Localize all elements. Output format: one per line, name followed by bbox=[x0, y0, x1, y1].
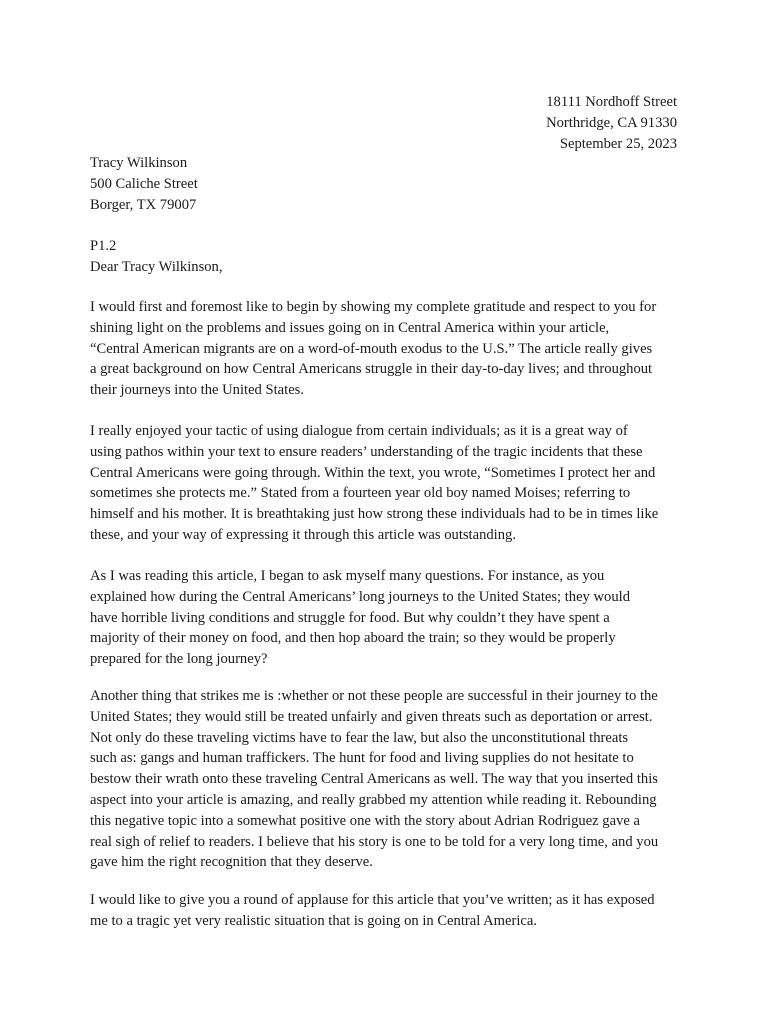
paragraph-line: aspect into your article is amazing, and really grabbed my attention while reading it. Rebounding bbox=[90, 791, 657, 808]
paragraph-line: me to a tragic yet very realistic situation that is going on in Central America. bbox=[90, 912, 538, 929]
paragraph-line: Another thing that strikes me is :whether or not these people are successful in their journey to the bbox=[90, 688, 658, 704]
body-paragraph-5 bbox=[90, 890, 690, 932]
paragraph-line: bestow their wrath onto these traveling Central Americans as well. The way that you inserted this bbox=[90, 771, 658, 788]
salutation: Dear Tracy Wilkinson, bbox=[90, 259, 223, 275]
paragraph-line: himself and his mother. It is breathtaking just how strong these individuals had to be in times like bbox=[90, 506, 659, 523]
paragraph-line: these, and your way of expressing it through this article was outstanding. bbox=[90, 526, 516, 543]
paragraph-line: such as: gangs and human traffickers. The hunt for food and living supplies do not hesitate to bbox=[90, 750, 634, 767]
paragraph-line: using pathos within your text to ensure readers’ understanding of the tragic incidents that these bbox=[90, 443, 643, 460]
sender-city-state-zip: Northridge, CA 91330 bbox=[546, 114, 677, 131]
body-paragraph-3 bbox=[90, 566, 690, 670]
sender-address-block bbox=[546, 92, 677, 154]
paragraph-line: real sigh of relief to readers. I believe that his story is one to be told for a very long time, and you bbox=[90, 833, 659, 850]
body-paragraph-1 bbox=[90, 297, 690, 401]
paragraph-line: I would like to give you a round of applause for this article that you’ve written; as it has exposed bbox=[90, 892, 655, 908]
recipient-street: 500 Caliche Street bbox=[90, 175, 198, 192]
paragraph-line: gave him the right recognition that they deserve. bbox=[90, 854, 373, 871]
paragraph-line: their journeys into the United States. bbox=[90, 382, 305, 399]
body-paragraph-2 bbox=[90, 421, 690, 546]
section-id: P1.2 bbox=[90, 238, 117, 254]
letter-date: September 25, 2023 bbox=[559, 135, 677, 152]
recipient-address-block bbox=[90, 153, 198, 215]
paragraph-line: I would first and foremost like to begin by showing my complete gratitude and respect to you for bbox=[90, 299, 657, 315]
recipient-name: Tracy Wilkinson bbox=[90, 155, 188, 171]
paragraph-line: Not only do these traveling victims have to fear the law, but also the unconstitutional threats bbox=[90, 729, 629, 746]
recipient-city-state-zip: Borger, TX 79007 bbox=[90, 196, 197, 213]
body-paragraph-4 bbox=[90, 686, 690, 873]
paragraph-line: As I was reading this article, I began to ask myself many questions. For instance, as you bbox=[90, 568, 605, 584]
paragraph-line: “Central American migrants are on a word-of-mouth exodus to the U.S.” The article really gives bbox=[90, 340, 653, 357]
paragraph-line: majority of their money on food, and then hop aboard the train; so they would be properly bbox=[90, 630, 616, 647]
paragraph-line: United States; they would still be treated unfairly and given threats such as deportation or arrest. bbox=[90, 708, 653, 725]
paragraph-line: sometimes she protects me.” Stated from a fourteen year old boy named Moises; referring to bbox=[90, 485, 631, 502]
paragraph-line: I really enjoyed your tactic of using dialogue from certain individuals; as it is a great way of bbox=[90, 423, 628, 439]
paragraph-line: a great background on how Central Americans struggle in their day-to-day lives; and throughout bbox=[90, 361, 653, 378]
paragraph-line: prepared for the long journey? bbox=[90, 651, 268, 668]
sender-street: 18111 Nordhoff Street bbox=[546, 94, 677, 110]
paragraph-line: Central Americans were going through. Within the text, you wrote, “Sometimes I protect her and bbox=[90, 464, 656, 481]
paragraph-line: shining light on the problems and issues going on in Central America within your article, bbox=[90, 319, 610, 336]
paragraph-line: this negative topic into a somewhat positive one with the story about Adrian Rodriguez gave a bbox=[90, 812, 640, 829]
paragraph-line: explained how during the Central Americans’ long journeys to the United States; they would bbox=[90, 588, 630, 605]
paragraph-line: have horrible living conditions and struggle for food. But why couldn’t they have spent a bbox=[90, 609, 610, 626]
